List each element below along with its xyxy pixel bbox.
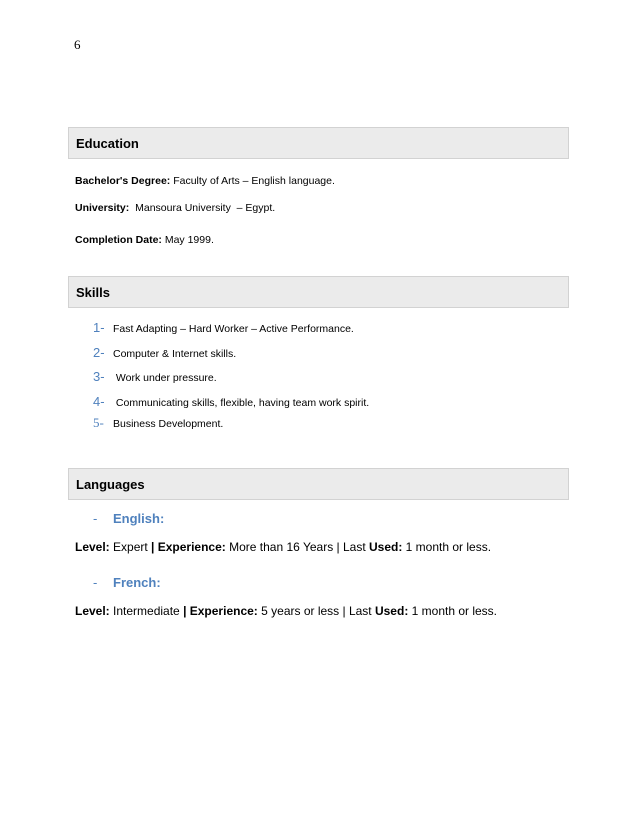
experience-label: | Experience: [183,604,258,618]
list-text: Work under pressure. [113,372,217,384]
list-text: Communicating skills, flexible, having team work spirit. [113,397,370,409]
education-heading: Education [68,127,569,159]
list-text: Business Development. [113,418,224,430]
list-item [93,345,236,360]
level-value: Intermediate [109,604,184,618]
languages-heading: Languages [68,468,569,500]
used-value: 1 month or less. [408,604,498,618]
list-item [93,320,354,335]
completion-value: May 1999. [161,234,214,246]
language-detail-french [75,604,497,618]
list-number: 5- [93,415,104,430]
language-english [93,511,164,526]
experience-label: | Experience: [151,540,226,554]
degree-value: Faculty of Arts – English language. [170,175,335,187]
degree-line [75,175,335,187]
completion-line [75,234,214,246]
list-number: 1- [93,320,105,335]
language-detail-english [75,540,491,554]
list-item [93,415,223,431]
used-label: Used: [369,540,403,554]
level-label: Level: [75,540,110,554]
experience-value: More than 16 Years | Last [225,540,369,554]
language-name: English: [113,511,165,526]
language-french [93,575,161,590]
level-value: Expert [109,540,152,554]
list-item [93,394,369,409]
list-dash: - [93,575,98,590]
list-text: Fast Adapting – Hard Worker – Active Performance. [113,323,354,335]
skills-heading: Skills [68,276,569,308]
language-name: French: [113,575,161,590]
used-label: Used: [374,604,409,618]
page-number: 6 [74,37,81,52]
list-number: 2- [93,345,105,360]
university-label: University: [75,202,130,214]
list-text: Computer & Internet skills. [113,348,237,360]
list-number: 3- [93,369,105,384]
list-item [93,369,217,384]
university-value: Mansoura University – Egypt. [129,202,276,214]
completion-label: Completion Date: [75,234,162,246]
university-line [75,202,275,214]
used-value: 1 month or less. [402,540,492,554]
level-label: Level: [75,604,110,618]
experience-value: 5 years or less | Last [257,604,375,618]
list-number: 4- [93,394,105,409]
list-dash: - [93,511,98,526]
degree-label: Bachelor's Degree: [75,175,171,187]
